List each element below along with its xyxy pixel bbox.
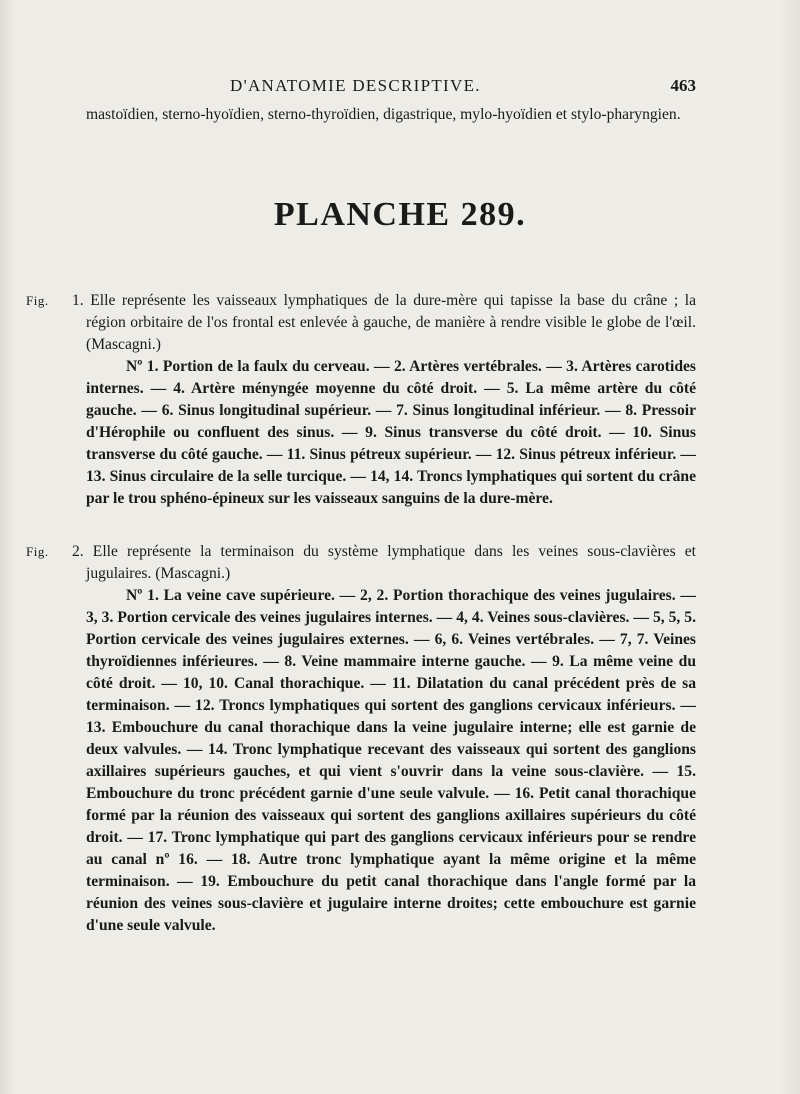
figure-label: Fig. bbox=[26, 544, 49, 559]
page-header bbox=[86, 76, 696, 100]
figure-legend: Nº 1. Portion de la faulx du cerveau. — 2. Artères vertébrales. — 3. Artères carotides internes. — 4. Artère ményngée moyenne du côté droit. — 5. La même artère du côté gauche. — 6. Sinus longitudinal supérieur. — 7. Sinus longitudinal inférieur. — 8. Pressoir d'Hérophile ou confluent des sinus. — 9. Sinus transverse du côté droit. — 10. Sinus transverse du côté gauche. — 11. Sinus pétreux supérieur. — 12. Sinus pétreux inférieur. — 13. Sinus circulaire de la selle turcique. — 14, 14. Troncs lymphatiques qui sortent du crâne par le trou sphéno-épineux sur les vaisseaux sanguins de la dure-mère. bbox=[86, 358, 696, 507]
plate-title: PLANCHE 289. bbox=[273, 196, 527, 233]
figure-label: Fig. bbox=[26, 293, 49, 308]
figure-description: 2. Elle représente la terminaison du système lymphatique dans les veines sous-clavières et jugulaires. (Mascagni.) bbox=[72, 543, 696, 582]
figure-description: 1. Elle représente les vaisseaux lymphatiques de la dure-mère qui tapisse la base du crâne ; la région orbitaire de l'os frontal est enlevée à gauche, de manière à rendre visible le globe de l'œil. (Mascagni.) bbox=[72, 292, 696, 353]
page-number: 463 bbox=[670, 76, 696, 95]
figure-legend: Nº 1. La veine cave supérieure. — 2, 2. Portion thorachique des veines jugulaires. — 3, 3. Portion cervicale des veines jugulaires internes. — 4, 4. Veines sous-clavières. — 5, 5, 5. Portion cervicale des veines jugulaires externes. — 6, 6. Veines vertébrales. — 7, 7. Veines thyroïdiennes inférieures. — 8. Veine mammaire interne gauche. — 9. La même veine du côté droit. — 10, 10. Canal thorachique. — 11. Dilatation du canal précédent près de sa terminaison. — 12. Troncs lymphatiques qui sortent des ganglions cervicaux inférieurs. — 13. Embouchure du canal thorachique dans la veine jugulaire interne; elle est garnie de deux valvules. — 14. Tronc lymphatique recevant des vaisseaux qui sortent des ganglions axillaires supérieurs gauches, et qui vient s'ouvrir dans la veine sous-clavière. — 15. Embouchure du tronc précédent garnie d'une seule valvule. — 16. Petit canal thorachique formé par la réunion des vaisseaux qui sortent des ganglions axillaires supérieurs du côté droit. — 17. Tronc lymphatique qui part des ganglions cervicaux inférieurs pour se rendre au canal nº 16. — 18. Autre tronc lymphatique ayant la même origine et la même terminaison. — 19. Embouchure du petit canal thorachique dans l'angle formé par la réunion des veines sous-clavière et jugulaire interne droites; cette embouchure est garnie d'une seule valvule. bbox=[86, 587, 696, 934]
figure-1-block bbox=[26, 290, 696, 510]
figure-2-block bbox=[26, 541, 696, 937]
running-title: D'ANATOMIE DESCRIPTIVE. bbox=[230, 76, 481, 95]
intro-paragraph: mastoïdien, sterno-hyoïdien, sterno-thyroïdien, digastrique, mylo-hyoïdien et stylo-pharyngien. bbox=[86, 106, 681, 123]
